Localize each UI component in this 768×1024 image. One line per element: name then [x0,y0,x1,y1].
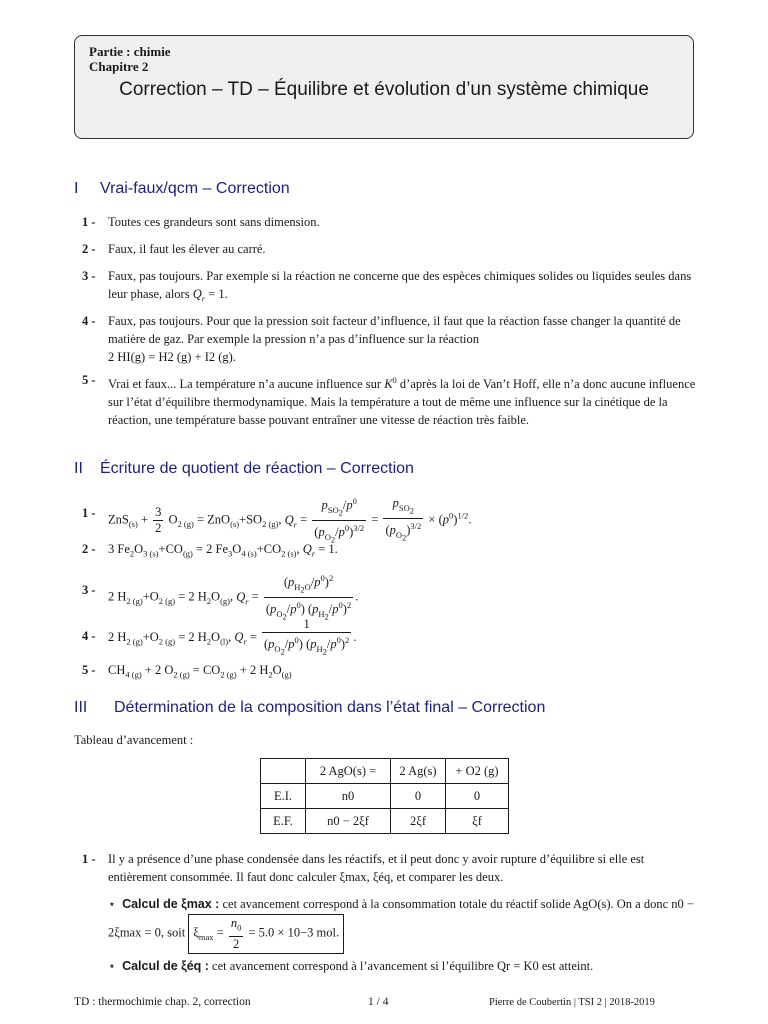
item-label: 2 - [82,542,96,556]
footer-left: TD : thermochimie chap. 2, correction [74,996,251,1008]
item-text: Il y a présence d’une phase condensée dans les réactifs, et il peut donc y avoir rupture d’équilibre si elle est entièrement consommée. Il faut donc calculer ξmax, ξéq, et comparer les deux. [108,852,645,884]
table-cell: ξf [446,809,509,834]
table-cell: E.I. [261,784,306,809]
section-1-item-3 [74,267,696,308]
table-row [261,784,509,809]
section-3-title [74,699,545,717]
section-3-number: III [74,699,88,716]
table-row [261,759,509,784]
header-part: Partie : chimie [89,44,171,59]
formula-1: ZnS$_{(s)}$ + $\frac{3}{2}$ $O_{2 (g)} = ZnO_{(s)}+SO_{2 (g)}$, $Q_r$ = $\frac{p_{SO_2}/p^0}{(p_{O_2}/p^0)^{3/2}}$ = $\frac{p_{SO_2}}{(p_{O_2})^{3/2}}$ × $(p^0)^{1/2}$. [108,496,472,545]
section-1-item-1 [74,213,696,231]
header-chapter: Chapitre 2 [89,59,149,74]
item-text: Faux, pas toujours. Pour que la pression soit facteur d’influence, il faut que la réaction fasse changer la quantité de matière de gaz. Par exemple la pression n’a pas d’influence sur la réaction 2 HI(g) = H2 (g) + I2 (g). [108,314,681,364]
calc-ximax-block [108,894,696,954]
section-2-item-4 [74,617,696,659]
calc-ximax-title: Calcul de ξmax : [122,897,220,911]
footer-right: Pierre de Coubertin | TSI 2 | 2018-2019 [489,997,655,1008]
table-cell: 2 Ag(s) [391,759,446,784]
table-row [261,809,509,834]
header-box [74,35,694,139]
table-cell: + O2 (g) [446,759,509,784]
section-1-heading: Vrai-faux/qcm – Correction [100,180,290,197]
item-text: Vrai et faux... La température n’a aucune influence sur $K^0$ d’après la loi de Van’t Hoff, elle n’a donc aucune influence sur l’état d’équilibre thermodynamique. Mais la température a tout de même une influence sur la cinétique de la réaction, une température basse pouvant entraîner une vitesse de réaction très faible. [108,375,696,428]
section-2-number: II [74,460,83,477]
table-cell: 0 [446,784,509,809]
table-cell: 2ξf [391,809,446,834]
table-intro: Tableau d’avancement : [74,733,194,747]
calc-xieq-block [108,956,696,976]
section-1-item-5 [74,371,696,429]
item-label: 5 - [82,663,96,677]
formula-5: $CH_{4 (g)} + 2$ $O_{2 (g)} = CO_{2 (g)} + 2$ $H_2O_{(g)}$ [108,663,292,680]
calc-xieq-text: cet avancement correspond à l’avancement si l’équilibre Qr = K0 est atteint. [212,959,594,973]
table-cell [261,759,306,784]
item-label: 1 - [82,852,96,866]
section-1-number: I [74,180,79,197]
section-1-title [74,180,290,198]
section-1-item-4 [74,312,696,366]
item-label: 1 - [82,215,96,229]
section-1-item-2 [74,240,696,258]
star-bullet-icon: ⋆ [108,897,116,911]
item-label: 4 - [82,629,96,643]
item-label: 3 - [82,583,96,597]
page-title: Correction – TD – Équilibre et évolution d’un système chimique [119,79,649,100]
table-cell: E.F. [261,809,306,834]
item-label: 3 - [82,269,96,283]
advancement-table [260,758,509,834]
table-cell: n0 [306,784,391,809]
item-text: Faux, pas toujours. Par exemple si la réaction ne concerne que des espèces chimiques solides ou liquides seules dans leur phase, alors $Q_r = 1$. [108,269,692,304]
item-text: Toutes ces grandeurs sont sans dimension. [108,215,320,229]
item-text: Faux, il faut les élever au carré. [108,242,266,256]
table-cell: 0 [391,784,446,809]
calc-xieq-title: Calcul de ξéq : [122,959,209,973]
reaction-hi: 2 HI(g) = H2 (g) + I2 (g). [108,350,236,364]
section-3-heading: Détermination de la composition dans l’état final – Correction [114,699,546,716]
star-bullet-icon: ⋆ [108,959,116,973]
section-2-item-5 [74,661,696,684]
ximax-result-box: $\xi_{max}$ = $\frac{n_0}{2}$ = 5.0 × 10−3 mol. [188,914,344,954]
formula-3: 2 $H_{2 (g)}+O_{2 (g)} = 2$ $H_2O_{(g)}$, $Q_r$ = $\frac{(p_{H_2O}/p^0)^2}{(p_{O_2}/p^0) (p_{H_2}/p^0)^2}$ . [108,573,359,622]
section-2-heading: Écriture de quotient de réaction – Correction [100,460,414,477]
formula-4: 2 $H_{2 (g)}+O_{2 (g)} = 2$ $H_2O_{(l)}$, $Q_r$ = $\frac{1}{(p_{O_2}/p^0) (p_{H_2}/p^0)^2}$ . [108,617,357,657]
table-cell: n0 − 2ξf [306,809,391,834]
item-label: 5 - [82,373,96,387]
item-label: 4 - [82,314,96,328]
page-number: 1 / 4 [368,996,389,1008]
item-label: 1 - [82,506,96,520]
section-2-title [74,460,414,478]
calc-ximax-text: cet avancement correspond à la consommation totale du réactif solide AgO(s). On a donc n0 − 2ξmax = 0, soit [108,897,694,940]
table-cell: 2 AgO(s) = [306,759,391,784]
item-label: 2 - [82,242,96,256]
formula-2: 3 $Fe_2O_{3 (s)}+CO_{(g)} = 2$ $Fe_3O_{4 (s)}+CO_{2 (s)}$, $Q_r = 1$. [108,542,338,559]
section-2-item-2 [74,540,696,563]
section-3-item-1 [74,850,696,886]
